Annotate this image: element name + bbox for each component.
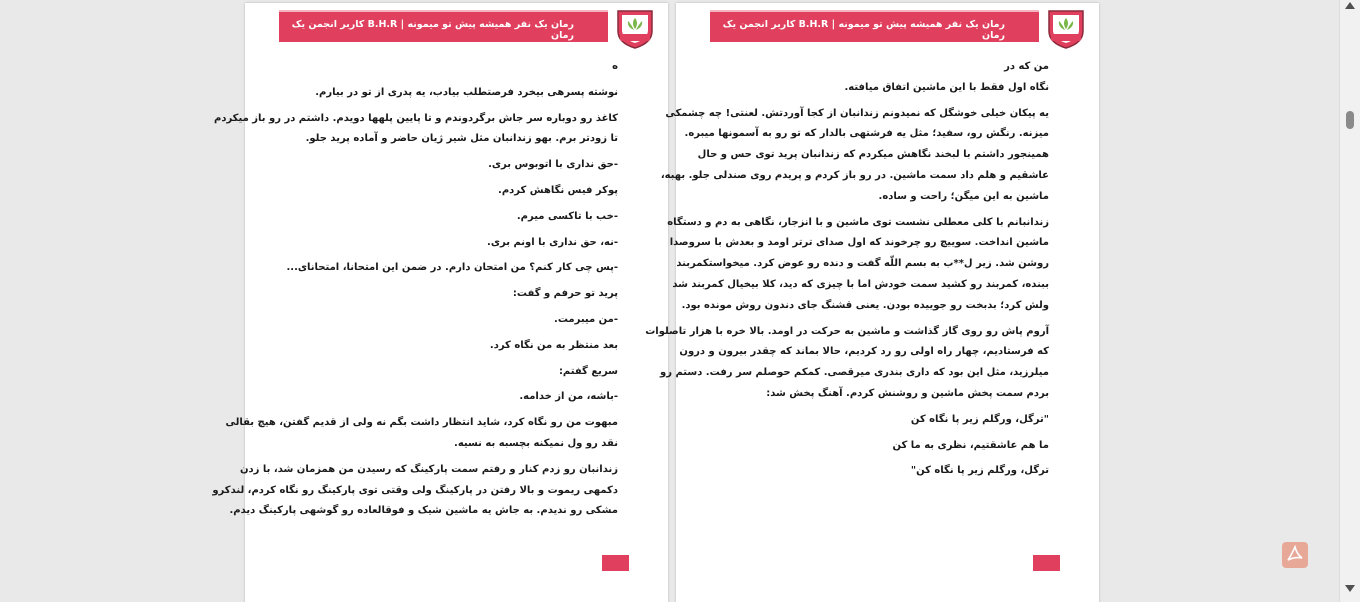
logo-icon: [1045, 7, 1087, 49]
text-line: بعد منتظر به من نگاه کرد.: [489, 339, 618, 351]
text-line: ببنده، کمربند رو کشید سمت خودش اما با چیزی که دید، کلا بیخیال کمربند شد: [672, 278, 1049, 290]
text-line: دکمهی ریموت و بالا رفتن در پارکینگ ولی وقتی توی پارکینگ رو نگاه کردم، لندکرو: [212, 484, 618, 496]
text-line: سریع گفتم:: [558, 365, 618, 377]
text-line: من که در: [1004, 61, 1049, 72]
vertical-scrollbar[interactable]: [1339, 0, 1360, 602]
logo-icon: [614, 7, 656, 49]
paragraph: [285, 207, 618, 228]
page-footer-mark: [602, 555, 629, 571]
paragraph: [716, 461, 1049, 482]
text-line: -من میبرمت.: [554, 313, 618, 325]
text-line: زندانبان رو زدم کنار و رفتم سمت پارکینگ که رسیدن من همزمان شد، با زدن: [240, 463, 618, 475]
text-line: -حق نداری با اتوبوس بری.: [488, 159, 618, 171]
text-line: میزنه. رنگش رو، سفید؛ مثل یه فرشتهی بالدار که تو رو به آسمونها میبره.: [684, 128, 1049, 140]
paragraph: [285, 155, 618, 176]
scroll-down-arrow-icon[interactable]: [1345, 585, 1355, 592]
paragraph: [285, 310, 618, 331]
text-line: نگاه اول فقط با این ماشین اتفاق میافته.: [844, 81, 1049, 93]
scroll-up-arrow-icon[interactable]: [1345, 2, 1355, 9]
paragraph: [285, 336, 618, 357]
paragraph: [213, 109, 618, 151]
paragraph: [285, 233, 618, 254]
text-line: ما هم عاشقتیم، نظری به ما کن: [892, 439, 1049, 451]
page-footer-mark: [1033, 555, 1060, 571]
document-page: [212, 3, 668, 602]
text-line: میلرزید، مثل این بود که داری بندری میرقصی. کمکم حوصلم سر رفت. دستم رو: [659, 367, 1049, 379]
text-line: بردم سمت پخش ماشین و روشنش کردم. آهنگ پخش شد:: [766, 387, 1049, 399]
paragraph: [716, 57, 1049, 99]
text-line: ولش کرد؛ بدبخت رو جوییده بودن. یعنی قشنگ جای دندون روش مونده بود.: [681, 299, 1049, 311]
paragraph: [285, 387, 618, 408]
text-line: ماشین به این میگن؛ راحت و ساده.: [878, 190, 1049, 202]
paragraph: [212, 460, 618, 522]
text-line: ماشین انداخت. سوییچ رو چرخوند که اول صدای ترتر اومد و بعدش با سروصدا: [669, 237, 1049, 249]
text-line: "ترگل، ورگلم زیر پا نگاه کن: [910, 413, 1049, 425]
page-header: رمان یک نفر همیشه پیش تو میمونه | B.H.R کاربر انجمن یک رمان: [279, 10, 608, 42]
paragraph: [285, 57, 618, 78]
paragraph: [285, 181, 618, 202]
text-line: عاشقیم و هلم داد سمت ماشین. در رو باز کردم و پریدم روی صندلی جلو. بهبه،: [660, 169, 1049, 181]
text-line: -نه، حق نداری با اونم بری.: [487, 236, 618, 248]
text-line: روشن شد. زیر ل**ب به بسم اللّه گفت و دنده رو عوض کرد. میخواستکمربند: [676, 258, 1049, 270]
paragraph: [645, 322, 1049, 405]
paragraph: [285, 83, 618, 104]
text-line: تا زودتر برم. بهو زندانبان مثل شیر ژیان حاضر و آماده پرید جلو.: [305, 133, 618, 145]
text-line: نوشته پسرهی بیخرد فرصتطلب بیادب، یه پدری از تو در بیارم.: [315, 86, 618, 98]
paragraph: [667, 213, 1049, 317]
page-body: [645, 57, 1049, 487]
page-header: رمان یک نفر همیشه پیش تو میمونه | B.H.R کاربر انجمن یک رمان: [710, 10, 1039, 42]
page-body: [212, 57, 618, 527]
pdf-download-icon[interactable]: [1282, 542, 1308, 568]
scroll-thumb[interactable]: [1346, 111, 1354, 129]
text-line: ه: [612, 61, 618, 72]
paragraph: [716, 410, 1049, 431]
text-line: مشکی رو ندیدم. به جاش یه ماشین شیک و فوقالعاده رو گوشهی پارکینگ دیدم.: [229, 505, 618, 517]
paragraph: [285, 362, 618, 383]
text-line: نقد رو ول نمیکنه بچسبه به نسیه.: [454, 437, 618, 449]
text-line: یه پیکان خیلی خوشگل که نمیدونم زندانبان از کجا آوردتش. لعنتی! چه چشمکی: [665, 107, 1049, 119]
text-line: مبهوت من رو نگاه کرد، شاید انتظار داشت بگم نه ولی از قدیم گفتن، هیچ بقالی: [225, 417, 618, 429]
text-line: همینجور داشتم با لبخند نگاهش میکردم که زندانبان پرید توی حس و حال: [697, 149, 1049, 161]
text-line: -باشه، من از خدامه.: [519, 391, 618, 403]
text-line: کاغذ رو دوباره سر جاش برگردوندم و تا پایین پلهها دویدم. داشتم در رو باز میکردم: [213, 112, 618, 124]
text-line: -خب با تاکسی میرم.: [516, 210, 618, 222]
document-page: [645, 3, 1099, 602]
paragraph: [660, 104, 1049, 208]
text-line: -پس چی کار کنم؟ من امتحان دارم. در ضمن این امتحانا، امتحانای...: [286, 262, 618, 274]
text-line: آروم پاش رو روی گاز گذاشت و ماشین به حرکت در اومد. بالا خره با هزار تاصلوات: [645, 325, 1049, 337]
text-line: ترگل، ورگلم زیر پا نگاه کن": [910, 465, 1049, 477]
paragraph: [716, 436, 1049, 457]
paragraph: [285, 284, 618, 305]
text-line: که فرستادیم، چهار راه اولی رو رد کردیم، حالا بماند که چقدر بیرون و درون: [679, 346, 1049, 358]
paragraph: [225, 413, 618, 455]
text-line: پوکر فیس نگاهش کردم.: [498, 184, 618, 196]
paragraph: [285, 258, 618, 279]
text-line: پرید تو حرفم و گفت:: [512, 288, 618, 300]
text-line: زندانبانم با کلی معطلی نشست توی ماشین و با انزجار، نگاهی به دم و دستگاه: [667, 216, 1049, 228]
